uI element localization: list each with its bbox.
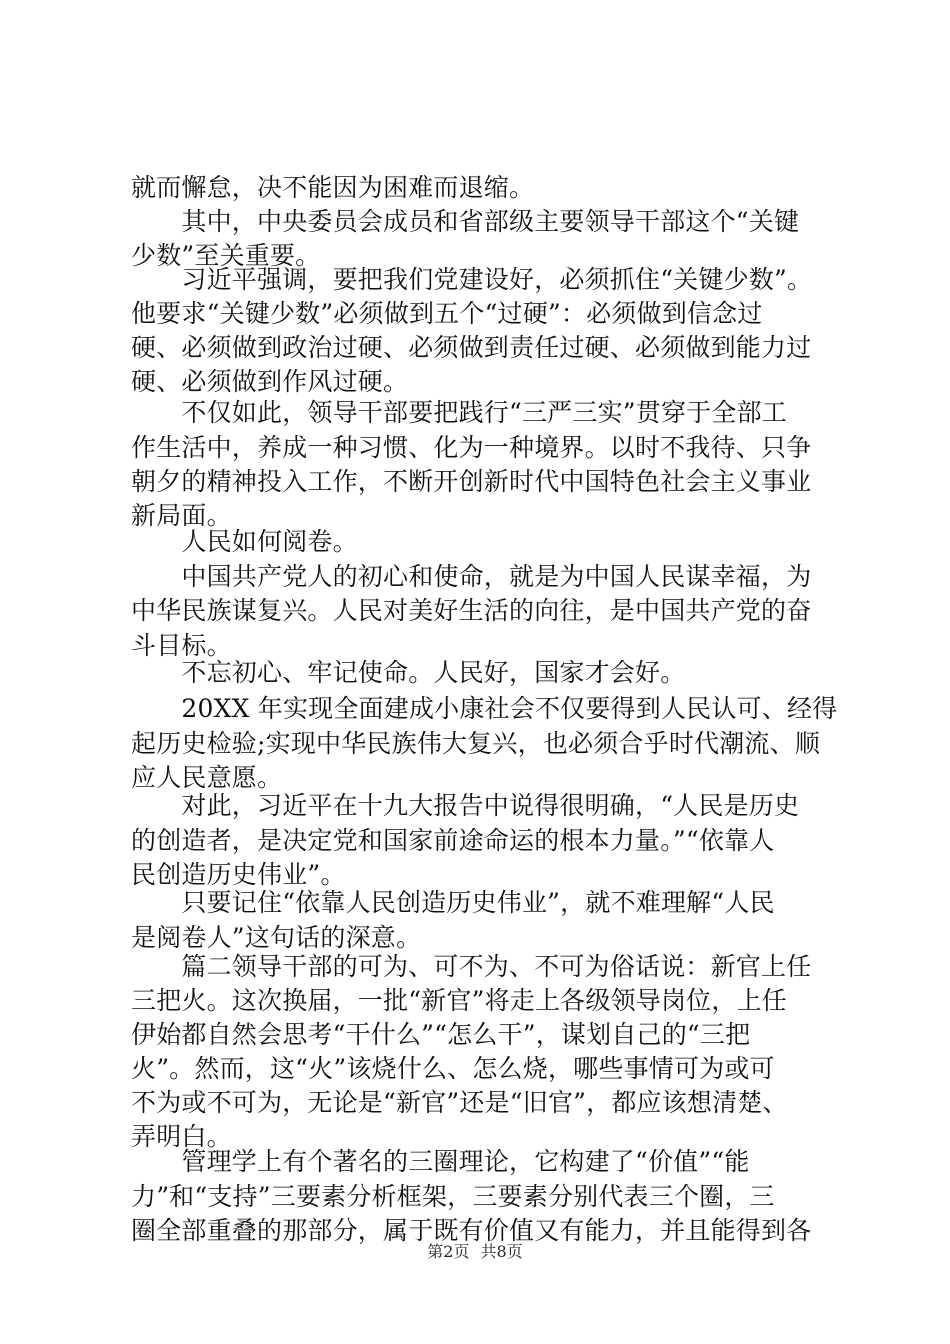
text-line: 20XX 年实现全面建成小康社会不仅要得到人民认可、经得	[131, 694, 838, 723]
text-line: 习近平强调，要把我们党建设好，必须抓住“关键少数”。	[131, 265, 813, 294]
text-line: 不仅如此，领导干部要把践行“三严三实”贯穿于全部工	[131, 398, 787, 427]
page-footer	[0, 1241, 950, 1263]
text-line: 火”。然而，这“火”该烧什么、怎么烧，哪些事情可为或可	[131, 1054, 775, 1083]
text-line: 的创造者，是决定党和国家前途命运的根本力量。”“依靠人	[131, 826, 775, 855]
text-line: 民创造历史伟业”。	[131, 860, 346, 889]
text-line: 朝夕的精神投入工作，不断开创新时代中国特色社会主义事业	[131, 467, 812, 496]
text-line: 少数”至关重要。	[131, 241, 321, 270]
text-line: 三把火。这次换届，一批“新官”将走上各级领导岗位，上任	[131, 986, 787, 1015]
text-line: 力”和“支持”三要素分析框架，三要素分别代表三个圈，三	[131, 1182, 775, 1211]
text-line: 作生活中，养成一种习惯、化为一种境界。以时不我待、只争	[131, 433, 812, 462]
text-line: 硬、必须做到政治过硬、必须做到责任过硬、必须做到能力过	[131, 333, 812, 362]
text-line: 中华民族谋复兴。人民对美好生活的向往，是中国共产党的奋	[131, 596, 812, 625]
page-total: 共8页	[480, 1242, 523, 1261]
text-line: 其中，中央委员会成员和省部级主要领导干部这个“关键	[131, 207, 800, 236]
text-line: 篇二领导干部的可为、可不为、不可为俗话说：新官上任	[131, 952, 812, 981]
text-line: 人民如何阅卷。	[131, 527, 358, 556]
text-line: 管理学上有个著名的三圈理论，它构建了“价值”“能	[131, 1147, 750, 1176]
text-line: 不为或不可为，无论是“新官”还是“旧官”，都应该想清楚、	[131, 1088, 788, 1117]
text-line: 对此，习近平在十九大报告中说得很明确，“人民是历史	[131, 791, 800, 820]
text-line: 不忘初心、牢记使命。人民好，国家才会好。	[131, 658, 686, 687]
text-line: 中国共产党人的初心和使命，就是为中国人民谋幸福，为	[131, 562, 812, 591]
text-line: 他要求“关键少数”必须做到五个“过硬”：必须做到信念过	[131, 299, 763, 328]
text-line: 伊始都自然会思考“干什么”“怎么干”，谋划自己的“三把	[131, 1020, 751, 1049]
text-line: 起历史检验;实现中华民族伟大复兴，也必须合乎时代潮流、顺	[131, 729, 821, 758]
text-line: 只要记住“依靠人民创造历史伟业”，就不难理解“人民	[131, 888, 775, 917]
text-line: 就而懈怠，决不能因为困难而退缩。	[131, 173, 535, 202]
text-line: 是阅卷人”这句话的深意。	[131, 923, 422, 952]
text-line: 圈全部重叠的那部分，属于既有价值又有能力，并且能得到各	[131, 1216, 812, 1245]
text-line: 弄明白。	[131, 1122, 232, 1151]
text-line: 应人民意愿。	[131, 763, 283, 792]
page-number: 第2页	[427, 1242, 470, 1261]
text-line: 斗目标。	[131, 631, 232, 660]
text-line: 新局面。	[131, 501, 232, 530]
text-line: 硬、必须做到作风过硬。	[131, 367, 409, 396]
